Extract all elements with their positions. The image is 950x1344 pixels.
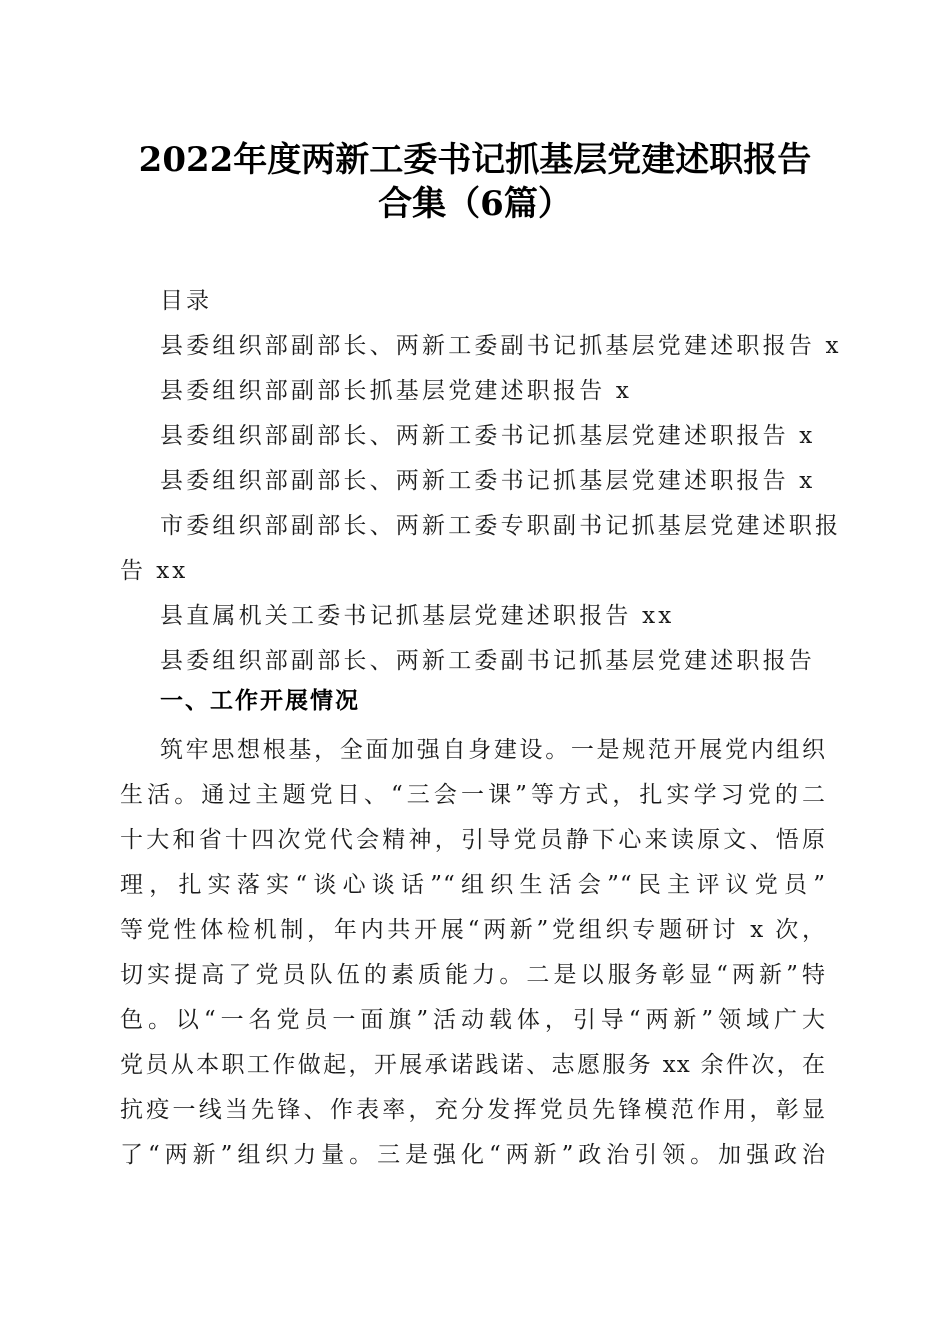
paragraph-line: 党员从本职工作做起，开展承诺践诺、志愿服务 xx 余件次，在 (120, 1052, 826, 1078)
toc-item: 县委组织部副部长、两新工委副书记抓基层党建述职报告 x (160, 333, 842, 359)
toc-item: 县委组织部副部长、两新工委书记抓基层党建述职报告 x (160, 423, 816, 449)
toc-item: 市委组织部副部长、两新工委专职副书记抓基层党建述职报 (160, 513, 842, 539)
toc-item: 县委组织部副部长、两新工委副书记抓基层党建述职报告 (160, 648, 815, 674)
paragraph-line: 色。以“一名党员一面旗”活动载体，引导“两新”领域广大 (120, 1007, 826, 1033)
title-line-2: 合集（6篇） (378, 184, 572, 224)
toc-item-continuation: 告 xx (120, 558, 189, 584)
document-title (0, 138, 950, 226)
toc-item: 县委组织部副部长、两新工委书记抓基层党建述职报告 x (160, 468, 816, 494)
paragraph-line: 生活。通过主题党日、“三会一课”等方式，扎实学习党的二 (120, 782, 826, 808)
title-line-1: 2022年度两新工委书记抓基层党建述职报告 (138, 140, 812, 180)
paragraph-line: 十大和省十四次党代会精神，引导党员静下心来读原文、悟原 (120, 827, 826, 853)
paragraph-line: 切实提高了党员队伍的素质能力。二是以服务彰显“两新”特 (120, 962, 826, 988)
paragraph-line: 抗疫一线当先锋、作表率，充分发挥党员先锋模范作用，彰显 (120, 1097, 826, 1123)
toc-item: 县委组织部副部长抓基层党建述职报告 x (160, 378, 633, 404)
paragraph-line: 等党性体检机制，年内共开展“两新”党组织专题研讨 x 次， (120, 917, 826, 943)
paragraph-line: 筑牢思想根基，全面加强自身建设。一是规范开展党内组织 (160, 737, 826, 763)
paragraph-line: 了“两新”组织力量。三是强化“两新”政治引领。加强政治 (120, 1142, 826, 1168)
paragraph-line: 理，扎实落实“谈心谈话”“组织生活会”“民主评议党员” (120, 872, 826, 898)
section-heading: 一、工作开展情况 (160, 688, 360, 714)
toc-item: 县直属机关工委书记抓基层党建述职报告 xx (160, 603, 675, 629)
toc-heading: 目录 (160, 288, 212, 314)
body-paragraph (120, 728, 826, 1178)
